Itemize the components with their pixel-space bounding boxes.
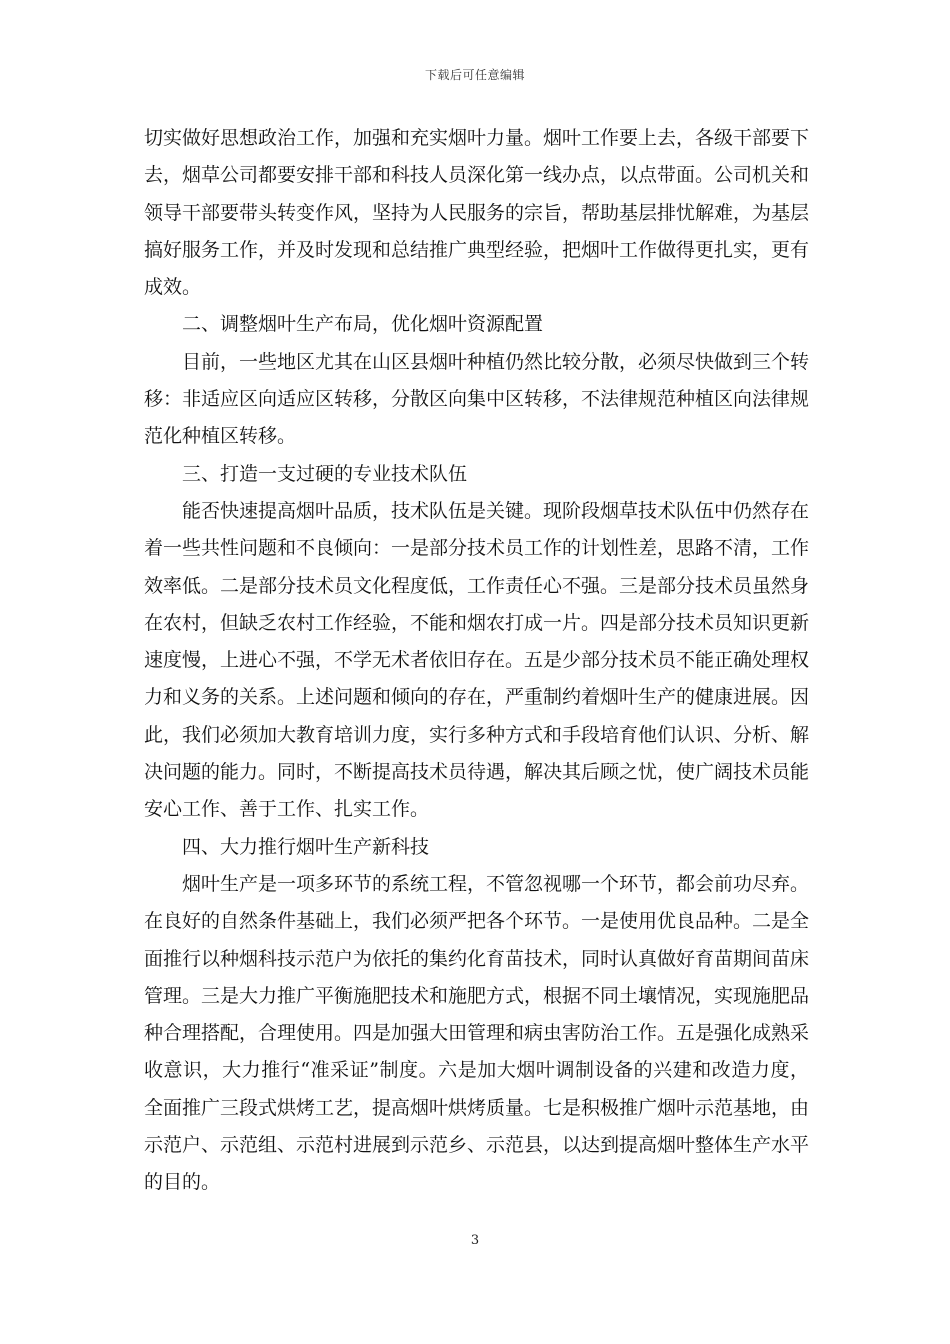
document-body [144, 120, 809, 1202]
section-heading-2: 二、调整烟叶生产布局，优化烟叶资源配置 [182, 313, 544, 336]
paragraph-intro: 切实做好思想政治工作，加强和充实烟叶力量。烟叶工作要上去，各级干部要下去，烟草公司都要安排干部和科技人员深化第一线办点，以点带面。公司机关和领导干部要带头转变作风，坚持为人民服务的宗旨，帮助基层排忧解难，为基层搞好服务工作，并及时发现和总结推广典型经验，把烟叶工作做得更扎实，更有成效。 [144, 127, 810, 299]
section-heading-4: 四、大力推行烟叶生产新科技 [182, 835, 430, 858]
section-heading-3: 三、打造一支过硬的专业技术队伍 [182, 462, 468, 485]
page-header: 下载后可任意编辑 [424, 68, 525, 82]
paragraph-section-4: 烟叶生产是一项多环节的系统工程，不管忽视哪一个环节，都会前功尽弃。在良好的自然条件基础上，我们必须严把各个环节。一是使用优良品种。二是全面推行以种烟科技示范户为依托的集约化育苗技术，同时认真做好育苗期间苗床管理。三是大力推广平衡施肥技术和施肥方式，根据不同土壤情况，实现施肥品种合理搭配，合理使用。四是加强大田管理和病虫害防治工作。五是强化成熟采收意识，大力推行“准采证”制度。六是加大烟叶调制设备的兴建和改造力度，全面推广三段式烘烤工艺，提高烟叶烘烤质量。七是积极推广烟叶示范基地，由示范户、示范组、示范村进展到示范乡、示范县，以达到提高烟叶整体生产水平的目的。 [144, 872, 810, 1194]
page-number: 3 [470, 1233, 480, 1248]
paragraph-section-2: 目前，一些地区尤其在山区县烟叶种植仍然比较分散，必须尽快做到三个转移：非适应区向适应区转移，分散区向集中区转移，不法律规范种植区向法律规范化种植区转移。 [144, 350, 810, 448]
paragraph-section-3: 能否快速提高烟叶品质，技术队伍是关键。现阶段烟草技术队伍中仍然存在着一些共性问题和不良倾向：一是部分技术员工作的计划性差，思路不清，工作效率低。二是部分技术员文化程度低，工作责任心不强。三是部分技术员虽然身在农村，但缺乏农村工作经验，不能和烟农打成一片。四是部分技术员知识更新速度慢，上进心不强，不学无术者依旧存在。五是少部分技术员不能正确处理权力和义务的关系。上述问题和倾向的存在，严重制约着烟叶生产的健康进展。因此，我们必须加大教育培训力度，实行多种方式和手段培育他们认识、分析、解决问题的能力。同时，不断提高技术员待遇，解决其后顾之忧，使广阔技术员能安心工作、善于工作、扎实工作。 [144, 499, 810, 821]
